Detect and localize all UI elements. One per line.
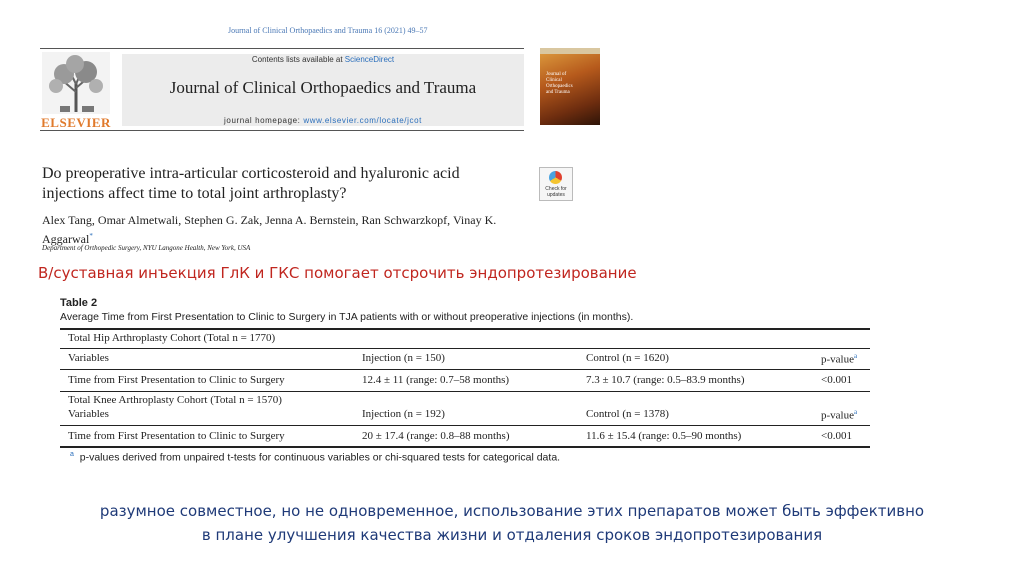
knee-col-control: Control (n = 1378) [586, 408, 669, 420]
table-bottom-rule [60, 446, 870, 448]
hip-row-control: 7.3 ± 10.7 (range: 0.5–83.9 months) [586, 374, 745, 386]
table-label: Table 2 [60, 297, 98, 309]
hip-col-injection: Injection (n = 150) [362, 352, 445, 364]
hip-row-injection: 12.4 ± 11 (range: 0.7–58 months) [362, 374, 510, 386]
hip-cohort-rule [60, 348, 870, 349]
conclusion-line-2: в плане улучшения качества жизни и отдаления сроков эндопротезирования [201, 526, 823, 544]
hip-cohort-heading: Total Hip Arthroplasty Cohort (Total n = 1770) [68, 332, 276, 344]
slide-heading: В/суставная инъекция ГлК и ГКС помогает отсрочить эндопротезирование [38, 264, 637, 282]
knee-cohort-heading: Total Knee Arthroplasty Cohort (Total n = 1570) [68, 394, 282, 406]
journal-homepage-line [122, 116, 524, 125]
knee-row-variable: Time from First Presentation to Clinic to Surgery [68, 430, 285, 442]
journal-cover-image [540, 48, 600, 125]
hip-col-variables: Variables [68, 352, 109, 364]
publisher-wordmark: ELSEVIER [41, 115, 111, 130]
header-bottom-rule [40, 130, 524, 131]
homepage-prefix: journal homepage: [224, 116, 304, 125]
hip-body-rule [60, 391, 870, 392]
table-footnote [70, 451, 560, 464]
corresponding-author-mark[interactable]: * [89, 232, 93, 240]
knee-col-pvalue [821, 408, 857, 422]
check-for-updates-badge[interactable] [539, 167, 573, 201]
article-authors [42, 212, 522, 247]
footnote-mark: a [70, 451, 74, 458]
knee-row-injection: 20 ± 17.4 (range: 0.8–88 months) [362, 430, 510, 442]
hip-col-pvalue-label: p-value [821, 353, 854, 366]
author-affiliation: Department of Orthopedic Surgery, NYU Langone Health, New York, USA [42, 244, 251, 252]
badge-label: Check for updates [545, 186, 567, 198]
conclusion-line-1: разумное совместное, но не одновременное, использование этих препаратов может быть эффективно [99, 502, 925, 520]
knee-row-pvalue: <0.001 [821, 430, 852, 442]
table-top-rule [60, 328, 870, 330]
knee-col-pvalue-label: p-value [821, 409, 854, 422]
journal-citation: Journal of Clinical Orthopaedics and Trauma 16 (2021) 49–57 [228, 26, 428, 35]
knee-row-control: 11.6 ± 15.4 (range: 0.5–90 months) [586, 430, 742, 442]
contents-line [122, 55, 524, 64]
cover-top-band [540, 48, 600, 54]
header-top-rule [40, 48, 524, 49]
hip-col-control: Control (n = 1620) [586, 352, 669, 364]
contents-prefix: Contents lists available at [251, 55, 345, 64]
table-caption: Average Time from First Presentation to Clinic to Surgery in TJA patients with or without preoperative injections (in months). [60, 311, 634, 323]
footnote-text: p-values derived from unpaired t-tests for continuous variables or chi-squared tests for categorical data. [79, 451, 561, 464]
hip-row-pvalue: <0.001 [821, 374, 852, 386]
hip-header-rule [60, 369, 870, 370]
knee-pvalue-footnote-mark[interactable]: a [853, 408, 858, 416]
hip-pvalue-footnote-mark[interactable]: a [853, 352, 858, 360]
hip-row-variable: Time from First Presentation to Clinic to Surgery [68, 374, 285, 386]
knee-col-injection: Injection (n = 192) [362, 408, 445, 420]
hip-col-pvalue [821, 352, 857, 366]
knee-header-rule [60, 425, 870, 426]
crossmark-icon [549, 171, 562, 184]
article-title: Do preoperative intra-articular corticosteroid and hyaluronic acid injections affect time to total joint arthroplasty? [42, 165, 460, 202]
author-list: Alex Tang, Omar Almetwali, Stephen G. Zak, Jenna A. Bernstein, Ran Schwarzkopf, Vinay K. Aggarwal [42, 213, 497, 246]
sciencedirect-link[interactable]: ScienceDirect [344, 55, 395, 64]
cover-title-lettering: Journal of Clinical Orthopaedics and Trauma [546, 72, 573, 95]
journal-title: Journal of Clinical Orthopaedics and Trauma [169, 78, 477, 97]
journal-homepage-link[interactable]: www.elsevier.com/locate/jcot [303, 116, 422, 125]
knee-col-variables: Variables [68, 408, 109, 420]
